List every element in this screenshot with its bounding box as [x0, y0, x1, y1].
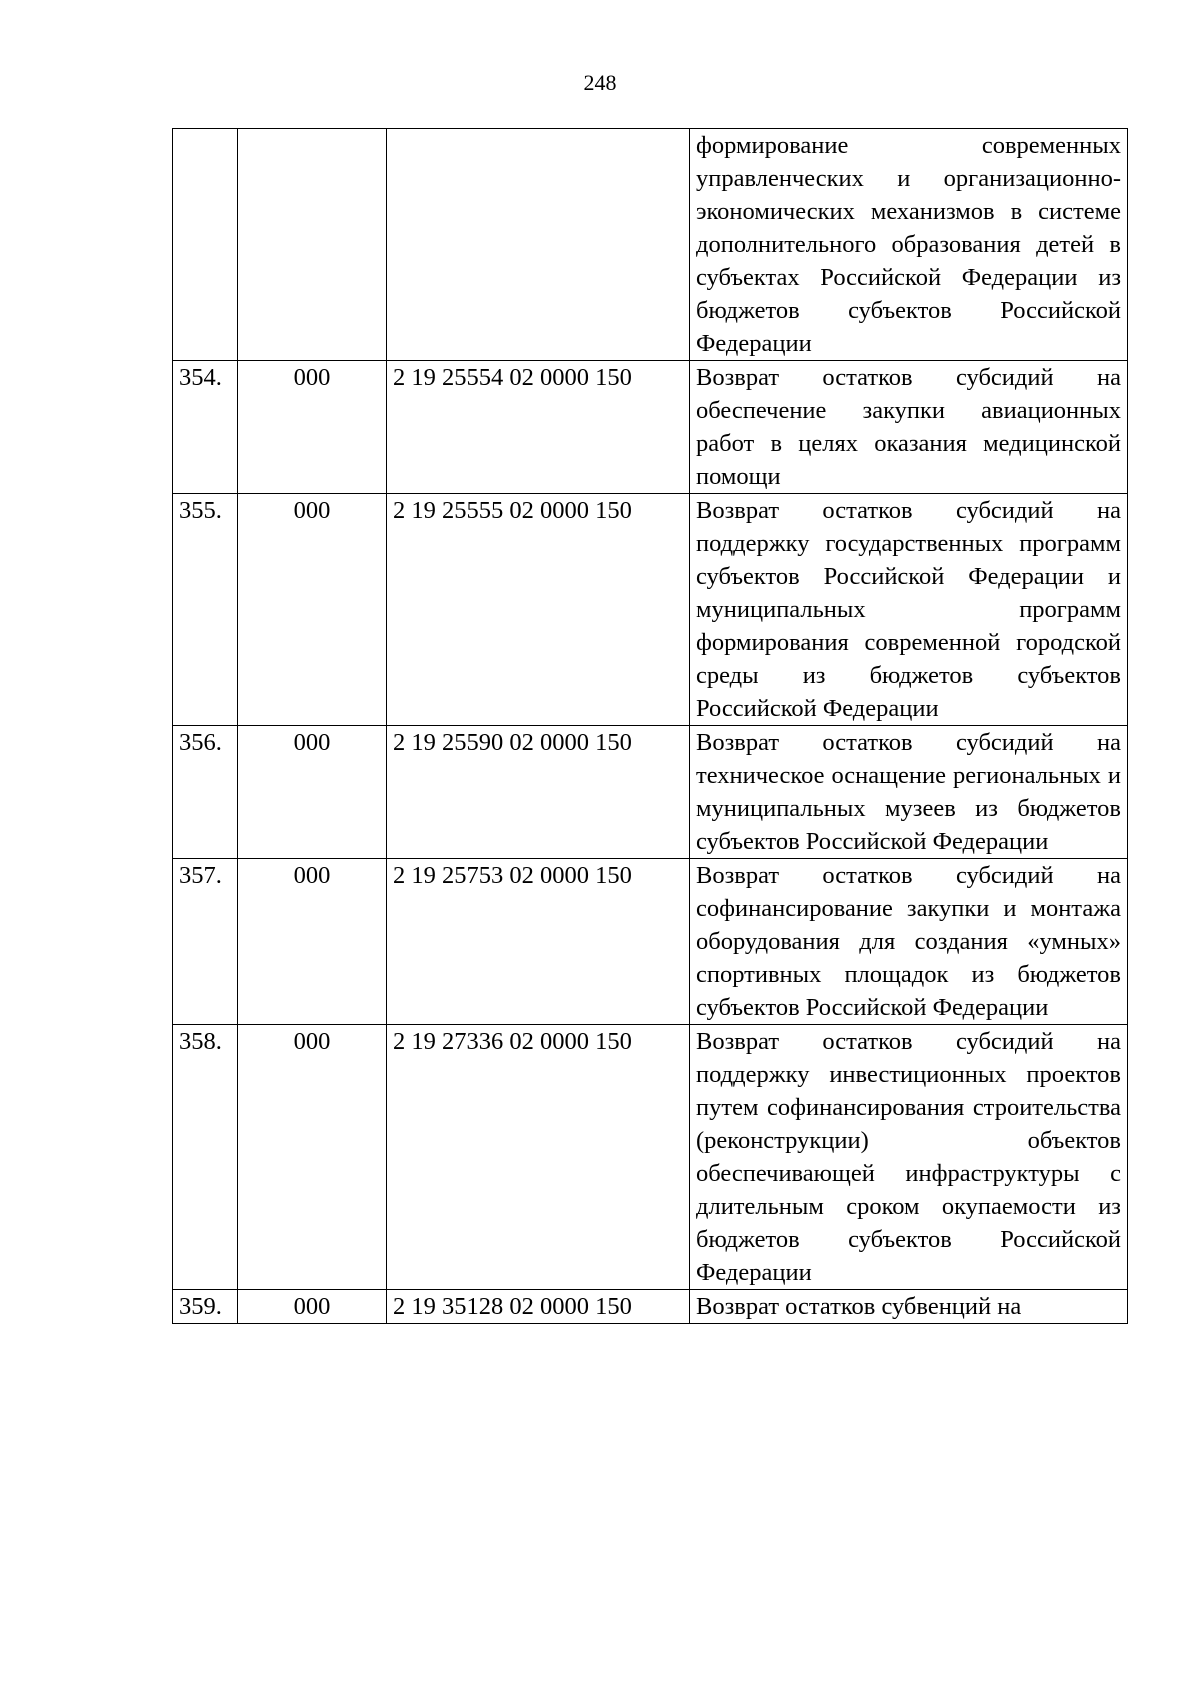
- admin-code-cell: [238, 129, 387, 361]
- table-row: [173, 859, 1128, 1025]
- income-name-cell: Возврат остатков субсидий на поддержку государственных программ субъектов Российской Федерации и муниципальных программ формирования современной городской среды из бюджетов субъектов Российской Федерации: [690, 494, 1128, 726]
- budget-code-cell: 2 19 25555 02 0000 150: [387, 494, 690, 726]
- income-name-cell: Возврат остатков субсидий на техническое оснащение региональных и муниципальных музеев из бюджетов субъектов Российской Федерации: [690, 726, 1128, 859]
- row-number-cell: 356.: [173, 726, 238, 859]
- budget-code-cell: 2 19 25753 02 0000 150: [387, 859, 690, 1025]
- admin-code-cell: 000: [238, 859, 387, 1025]
- admin-code-cell: 000: [238, 494, 387, 726]
- admin-code-cell: 000: [238, 361, 387, 494]
- admin-code-cell: 000: [238, 1290, 387, 1324]
- table-row: [173, 494, 1128, 726]
- income-name-cell: Возврат остатков субсидий на обеспечение закупки авиационных работ в целях оказания медицинской помощи: [690, 361, 1128, 494]
- table-row: [173, 726, 1128, 859]
- table-row-continuation: [173, 129, 1128, 361]
- row-number-cell: 354.: [173, 361, 238, 494]
- income-name-cell: формирование современных управленческих и организационно-экономических механизмов в системе дополнительного образования детей в субъектах Российской Федерации из бюджетов субъектов Российской Федерации: [690, 129, 1128, 361]
- admin-code-cell: 000: [238, 1025, 387, 1290]
- admin-code-cell: 000: [238, 726, 387, 859]
- budget-code-cell: 2 19 35128 02 0000 150: [387, 1290, 690, 1324]
- row-number-cell: [173, 129, 238, 361]
- budget-code-cell: [387, 129, 690, 361]
- page-number: 248: [583, 70, 617, 95]
- budget-code-cell: 2 19 25554 02 0000 150: [387, 361, 690, 494]
- row-number-cell: 358.: [173, 1025, 238, 1290]
- income-name-cell: Возврат остатков субвенций на: [690, 1290, 1128, 1324]
- row-number-cell: 355.: [173, 494, 238, 726]
- table-row: [173, 1290, 1128, 1324]
- budget-code-cell: 2 19 25590 02 0000 150: [387, 726, 690, 859]
- budget-codes-table: [172, 128, 1128, 1324]
- income-name-cell: Возврат остатков субсидий на поддержку инвестиционных проектов путем софинансирования строительства (реконструкции) объектов обеспечивающей инфраструктуры с длительным сроком окупаемости из бюджетов субъектов Российской Федерации: [690, 1025, 1128, 1290]
- row-number-cell: 357.: [173, 859, 238, 1025]
- table-row: [173, 1025, 1128, 1290]
- budget-code-cell: 2 19 27336 02 0000 150: [387, 1025, 690, 1290]
- table-row: [173, 361, 1128, 494]
- row-number-cell: 359.: [173, 1290, 238, 1324]
- income-name-cell: Возврат остатков субсидий на софинансирование закупки и монтажа оборудования для создания «умных» спортивных площадок из бюджетов субъектов Российской Федерации: [690, 859, 1128, 1025]
